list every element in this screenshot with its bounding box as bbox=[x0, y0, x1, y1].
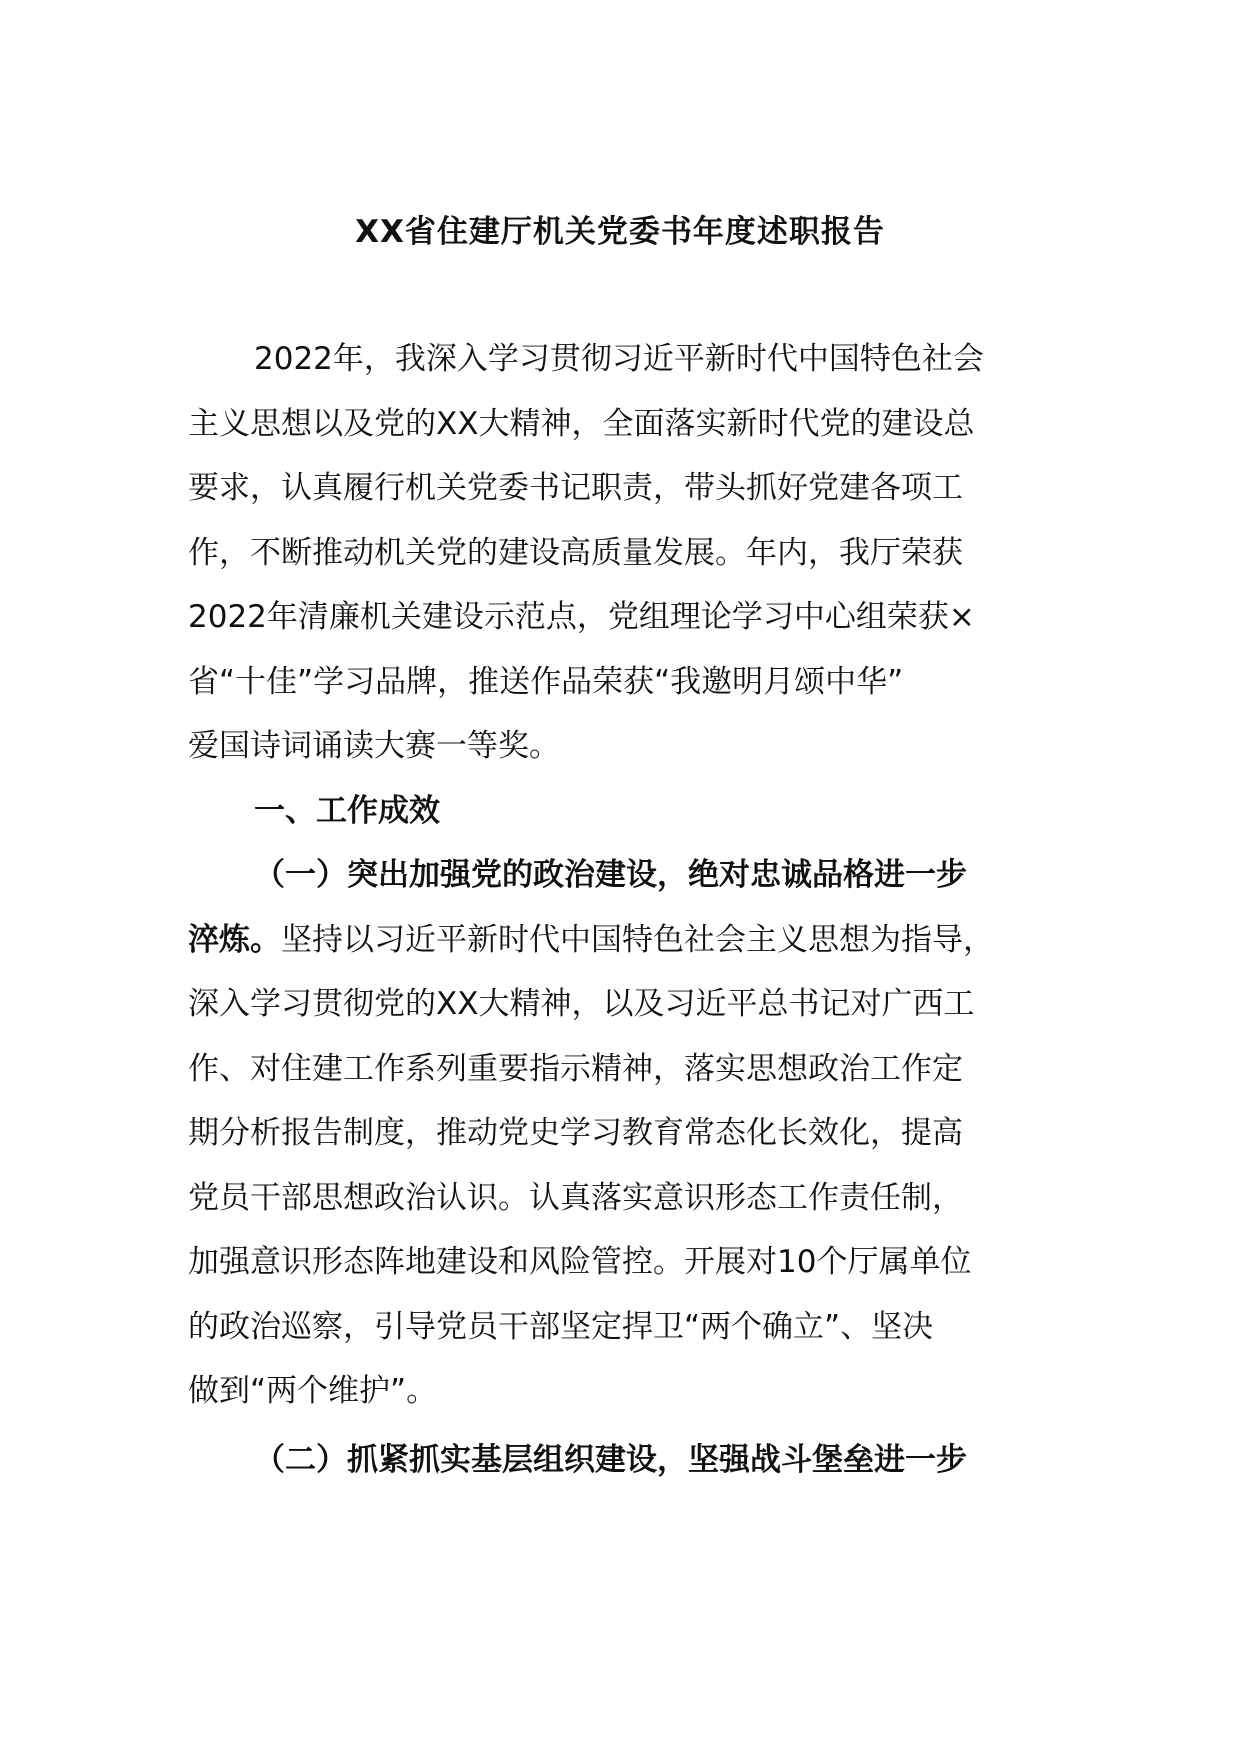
document-body bbox=[188, 327, 1058, 1492]
subsection-1-line-6: 加强意识形态阵地建设和风险管控。开展对10个厅属单位 bbox=[188, 1244, 972, 1280]
section-heading-results: 一、工作成效 bbox=[254, 792, 440, 829]
subsection-1-line-7: 的政治巡察，引导党员干部坚定捍卫“两个确立”、坚决 bbox=[188, 1308, 934, 1345]
subsection-1-line-3: 作、对住建工作系列重要指示精神，落实思想政治工作定 bbox=[188, 1050, 963, 1087]
intro-line-6: 省“十佳”学习品牌，推送作品荣获“我邀明月颂中华” bbox=[188, 663, 904, 700]
subsection-1-line-5: 党员干部思想政治认识。认真落实意识形态工作责任制， bbox=[188, 1179, 963, 1216]
subsection-1-line-8: 做到“两个维护”。 bbox=[188, 1373, 438, 1409]
intro-line-2: 主义思想以及党的XX大精神，全面落实新时代党的建设总 bbox=[188, 405, 975, 442]
intro-line-5: 2022年清廉机关建设示范点，党组理论学习中心组荣获× bbox=[188, 599, 975, 635]
subsection-1-line-2: 深入学习贯彻党的XX大精神，以及习近平总书记对广西工 bbox=[188, 986, 975, 1022]
subsection-1-line-4: 期分析报告制度，推动党史学习教育常态化长效化，提高 bbox=[188, 1115, 963, 1151]
subsection-1-heading: （一）突出加强党的政治建设，绝对忠诚品格进一步 bbox=[254, 857, 967, 893]
intro-line-3: 要求，认真履行机关党委书记职责，带头抓好党建各项工 bbox=[188, 470, 963, 506]
intro-line-4: 作，不断推动机关党的建设高质量发展。年内，我厅荣获 bbox=[188, 534, 963, 571]
subsection-1-heading-end: 淬炼。 bbox=[188, 921, 281, 958]
intro-line-1: 2022年，我深入学习贯彻习近平新时代中国特色社会 bbox=[254, 341, 984, 377]
subsection-1-line-1 bbox=[188, 908, 1058, 973]
subsection-1-text-start: 坚持以习近平新时代中国特色社会主义思想为指导， bbox=[281, 921, 994, 958]
document-title: XX省住建厅机关党委书年度述职报告 bbox=[355, 214, 885, 250]
intro-line-7: 爱国诗词诵读大赛一等奖。 bbox=[188, 728, 560, 764]
subsection-2-heading: （二）抓紧抓实基层组织建设，坚强战斗堡垒进一步 bbox=[254, 1441, 967, 1478]
